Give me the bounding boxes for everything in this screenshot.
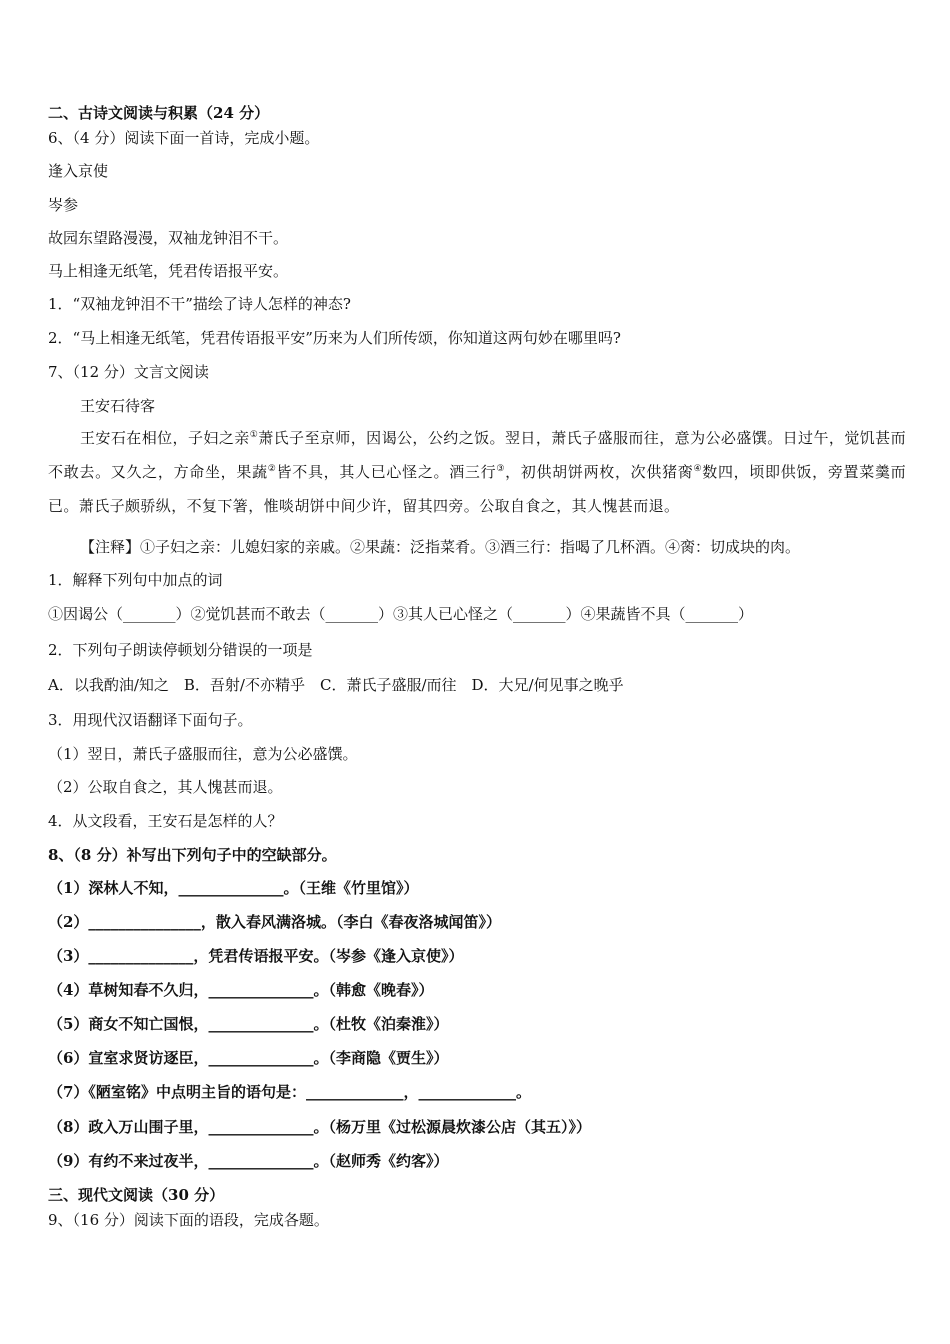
passage-text-2: 萧氏子至京师，因谒公，公约之饭。翌日，萧氏子盛服而往，意为公必盛馔。日过午，觉饥甚而不敢去。又久之，方命坐，果蔬	[48, 429, 907, 481]
footnote-marker-3: ③	[496, 464, 506, 474]
question-7-sub-3-item-2: （2）公取自食之，其人愧甚而退。	[48, 778, 283, 796]
passage-text-4: ，初供胡饼两枚，次供猪脔	[505, 463, 694, 481]
poem-title: 逢入京使	[48, 162, 109, 180]
question-6-prompt: 6、（4 分）阅读下面一首诗，完成小题。	[48, 129, 320, 147]
fill-blank-item: （5）商女不知亡国恨，______________。（杜牧《泊秦淮》）	[48, 1015, 449, 1033]
question-7-sub-1-blanks: ①因谒公（_______）②觉饥甚而不敢去（_______）③其人已心怪之（_______）④果蔬皆不具（_______）	[48, 605, 754, 623]
passage-text-1: 王安石在相位，子妇之亲	[80, 429, 250, 447]
footnote-marker-4: ④	[693, 464, 703, 474]
poem-line-2: 马上相逢无纸笔，凭君传语报平安。	[48, 262, 289, 280]
fill-blank-item: （1）深林人不知，______________。（王维《竹里馆》）	[48, 879, 419, 897]
question-7-prompt: 7、（12 分）文言文阅读	[48, 363, 209, 381]
fill-blank-item: （2）_______________，散入春风满洛城。（李白《春夜洛城闻笛》）	[48, 913, 501, 931]
fill-blank-item: （6）宣室求贤访逐臣，______________。（李商隐《贾生》）	[48, 1049, 449, 1067]
question-7-sub-2-options: A．以我酌油/知之 B．吾射/不亦精乎 C．萧氏子盛服/而往 D．大兄/何见事之晚乎	[48, 676, 624, 694]
section-heading-modern-reading: 三、现代文阅读（30 分）	[48, 1186, 225, 1204]
fill-blank-item: （4）草树知春不久归，______________。（韩愈《晚春》）	[48, 981, 434, 999]
classical-passage	[48, 421, 906, 523]
question-6-sub-2: 2．“马上相逢无纸笔，凭君传语报平安”历来为人们所传颂，你知道这两句妙在哪里吗?	[48, 329, 621, 347]
passage-title: 王安石待客	[80, 397, 156, 415]
passage-text-3: 皆不具，其人已心怪之。酒三行	[276, 463, 497, 481]
footnote-marker-2: ②	[267, 464, 277, 474]
question-7-sub-3: 3．用现代汉语翻译下面句子。	[48, 711, 253, 729]
question-7-sub-3-item-1: （1）翌日，萧氏子盛服而往，意为公必盛馔。	[48, 745, 358, 763]
question-7-sub-2: 2．下列句子朗读停顿划分错误的一项是	[48, 641, 313, 659]
question-9-prompt: 9、（16 分）阅读下面的语段，完成各题。	[48, 1211, 329, 1229]
passage-text-5: 数四，顷即供饭，旁置菜羹而已。萧氏子颇骄纵，不复下箸，惟啖胡饼中间少许，留其四旁。公取自食之，其人愧甚而退。	[48, 463, 907, 515]
question-7-sub-1: 1．解释下列句中加点的词	[48, 571, 223, 589]
section-heading-ancient-poetry: 二、古诗文阅读与积累（24 分）	[48, 104, 270, 122]
passage-notes: 【注释】①子妇之亲：儿媳妇家的亲戚。②果蔬：泛指菜肴。③酒三行：指喝了几杯酒。④脔：切成块的肉。	[80, 538, 801, 556]
question-7-sub-4: 4．从文段看，王安石是怎样的人？	[48, 812, 283, 830]
fill-blank-item: （7）《陋室铭》中点明主旨的语句是：_____________，_____________。	[48, 1083, 531, 1101]
fill-blank-item: （3）______________，凭君传语报平安。（岑参《逢入京使》）	[48, 947, 464, 965]
poem-author: 岑参	[48, 196, 79, 214]
question-6-sub-1: 1．“双袖龙钟泪不干”描绘了诗人怎样的神态?	[48, 295, 351, 313]
footnote-marker-1: ①	[249, 430, 259, 440]
question-8-prompt: 8、（8 分）补写出下列句子中的空缺部分。	[48, 846, 337, 864]
fill-blank-item: （9）有约不来过夜半，______________。（赵师秀《约客》）	[48, 1152, 449, 1170]
poem-line-1: 故园东望路漫漫，双袖龙钟泪不干。	[48, 229, 289, 247]
fill-blank-item: （8）政入万山围子里，______________。（杨万里《过松源晨炊漆公店（其五）》）	[48, 1118, 591, 1136]
